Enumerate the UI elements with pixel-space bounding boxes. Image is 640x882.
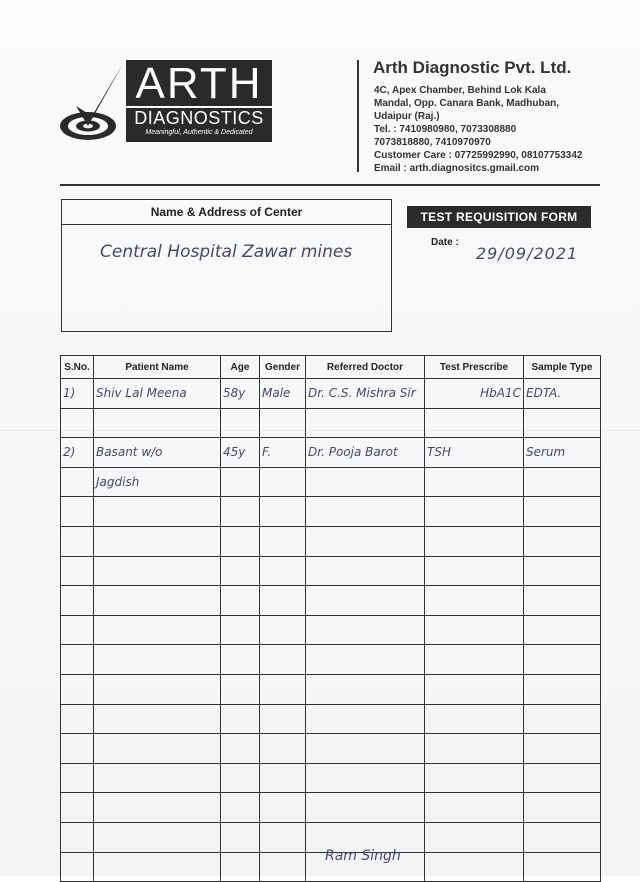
cell-sample-type[interactable] (524, 408, 601, 438)
center-heading: Name & Address of Center (62, 200, 391, 225)
cell-test-prescribe[interactable] (425, 852, 524, 882)
cell-referred-doctor[interactable] (306, 497, 425, 527)
table-row (61, 704, 601, 734)
table-row (61, 763, 601, 793)
table-row (61, 438, 601, 468)
logo-tagline: Meaningful, Authentic & Dedicated (145, 129, 253, 136)
col-header-age: Age (221, 356, 260, 379)
cell-gender[interactable] (260, 526, 306, 556)
header-rule (60, 184, 600, 186)
cell-test-prescribe[interactable] (425, 674, 524, 704)
cell-sample-type[interactable] (524, 645, 601, 675)
cell-sample-type[interactable] (524, 497, 601, 527)
cell-gender[interactable] (260, 763, 306, 793)
target-check-icon (58, 60, 126, 144)
cell-gender[interactable] (260, 734, 306, 764)
cell-patient-name[interactable] (94, 645, 221, 675)
cell-age[interactable] (221, 467, 260, 497)
cell-sample-type[interactable]: Serum (524, 438, 601, 468)
cell-patient-name[interactable] (94, 556, 221, 586)
cell-referred-doctor[interactable] (306, 793, 425, 823)
center-value[interactable]: Central Hospital Zawar mines (100, 242, 353, 262)
cell-patient-name[interactable] (94, 704, 221, 734)
cell-sample-type[interactable] (524, 674, 601, 704)
customer-care-line: Email : arth.diagnositcs.gmail.com (374, 163, 540, 174)
cell-sample-type[interactable] (524, 734, 601, 764)
cell-sno[interactable] (61, 674, 94, 704)
cell-sno[interactable] (61, 615, 94, 645)
phone-line: Customer Care : 07725992990, 08107753342 (374, 150, 583, 161)
cell-patient-name[interactable] (94, 763, 221, 793)
cell-gender[interactable]: F. (260, 438, 306, 468)
cell-sample-type[interactable] (524, 615, 601, 645)
cell-sample-type[interactable] (524, 822, 601, 852)
cell-age[interactable] (221, 734, 260, 764)
cell-sno[interactable] (61, 852, 94, 882)
cell-gender[interactable] (260, 645, 306, 675)
col-header-referred-doctor: Referred Doctor (306, 356, 425, 379)
cell-sample-type[interactable] (524, 852, 601, 882)
cell-referred-doctor[interactable] (306, 586, 425, 616)
cell-age[interactable] (221, 674, 260, 704)
address-line: Tel. : 7410980980, 7073308880 (374, 124, 517, 135)
cell-sno[interactable] (61, 408, 94, 438)
cell-patient-name[interactable] (94, 822, 221, 852)
brand-logo (126, 60, 272, 142)
cell-age[interactable] (221, 645, 260, 675)
cell-age[interactable] (221, 615, 260, 645)
cell-test-prescribe[interactable] (425, 526, 524, 556)
header-divider (357, 60, 359, 172)
cell-sno[interactable] (61, 586, 94, 616)
cell-referred-doctor[interactable] (306, 674, 425, 704)
cell-test-prescribe[interactable] (425, 763, 524, 793)
table-row (61, 467, 601, 497)
cell-gender[interactable] (260, 556, 306, 586)
address-line: Mandal, Opp. Canara Bank, Madhuban, (374, 98, 560, 109)
cell-referred-doctor[interactable] (306, 734, 425, 764)
cell-test-prescribe[interactable] (425, 822, 524, 852)
cell-gender[interactable] (260, 822, 306, 852)
table-row (61, 497, 601, 527)
cell-gender[interactable] (260, 615, 306, 645)
cell-sno[interactable]: 1) (61, 379, 94, 409)
cell-gender[interactable] (260, 586, 306, 616)
cell-age[interactable]: 58y (221, 379, 260, 409)
cell-sno[interactable] (61, 704, 94, 734)
cell-sno[interactable] (61, 497, 94, 527)
cell-age[interactable] (221, 586, 260, 616)
cell-test-prescribe[interactable] (425, 704, 524, 734)
cell-gender[interactable] (260, 467, 306, 497)
date-value[interactable]: 29/09/2021 (476, 244, 579, 263)
cell-patient-name[interactable] (94, 586, 221, 616)
center-box (61, 199, 392, 332)
table-row (61, 674, 601, 704)
table-row (61, 586, 601, 616)
cell-referred-doctor[interactable] (306, 763, 425, 793)
cell-patient-name[interactable]: Shiv Lal Meena (94, 379, 221, 409)
cell-patient-name[interactable] (94, 408, 221, 438)
cell-referred-doctor[interactable]: Dr. C.S. Mishra Sir (306, 379, 425, 409)
cell-gender[interactable] (260, 674, 306, 704)
cell-referred-doctor[interactable]: Dr. Pooja Barot (306, 438, 425, 468)
company-name: Arth Diagnostic Pvt. Ltd. (373, 58, 572, 77)
logo-subtitle: DIAGNOSTICS (126, 106, 272, 128)
cell-referred-doctor[interactable] (306, 467, 425, 497)
cell-sno[interactable] (61, 556, 94, 586)
cell-sample-type[interactable] (524, 586, 601, 616)
cell-referred-doctor[interactable] (306, 408, 425, 438)
cell-gender[interactable] (260, 852, 306, 882)
cell-gender[interactable] (260, 408, 306, 438)
cell-age[interactable]: 45y (221, 438, 260, 468)
cell-sno[interactable] (61, 822, 94, 852)
company-address (374, 84, 583, 175)
cell-gender[interactable]: Male (260, 379, 306, 409)
cell-sample-type[interactable] (524, 526, 601, 556)
cell-test-prescribe[interactable]: HbA1C (425, 379, 524, 409)
cell-referred-doctor[interactable] (306, 615, 425, 645)
cell-sample-type[interactable] (524, 763, 601, 793)
cell-gender[interactable] (260, 793, 306, 823)
cell-test-prescribe[interactable] (425, 586, 524, 616)
cell-referred-doctor[interactable] (306, 645, 425, 675)
cell-sno[interactable] (61, 793, 94, 823)
table-row (61, 408, 601, 438)
col-header-sample-type: Sample Type (524, 356, 601, 379)
form-title: TEST REQUISITION FORM (407, 206, 591, 228)
table-row (61, 615, 601, 645)
cell-sno[interactable] (61, 734, 94, 764)
phone-line: 7073818880, 7410970970 (374, 137, 491, 148)
cell-test-prescribe[interactable]: TSH (425, 438, 524, 468)
cell-age[interactable] (221, 497, 260, 527)
cell-age[interactable] (221, 763, 260, 793)
cell-test-prescribe[interactable] (425, 615, 524, 645)
col-header-test-prescribe: Test Prescribe (425, 356, 524, 379)
cell-sno[interactable]: 2) (61, 438, 94, 468)
address-line: 4C, Apex Chamber, Behind Lok Kala (374, 85, 546, 96)
cell-referred-doctor[interactable] (306, 704, 425, 734)
cell-patient-name[interactable] (94, 793, 221, 823)
cell-patient-name[interactable] (94, 615, 221, 645)
cell-age[interactable] (221, 822, 260, 852)
cell-patient-name[interactable] (94, 526, 221, 556)
table-row (61, 526, 601, 556)
cell-patient-name[interactable] (94, 734, 221, 764)
cell-referred-doctor[interactable] (306, 556, 425, 586)
cell-gender[interactable] (260, 497, 306, 527)
cell-sample-type[interactable] (524, 793, 601, 823)
cell-sample-type[interactable] (524, 704, 601, 734)
cell-sample-type[interactable]: EDTA. (524, 379, 601, 409)
table-row (61, 379, 601, 409)
cell-sno[interactable] (61, 763, 94, 793)
handwritten-signature: Ram Singh (325, 848, 401, 864)
table-row (61, 734, 601, 764)
cell-patient-name[interactable]: Jagdish (94, 467, 221, 497)
cell-age[interactable] (221, 704, 260, 734)
cell-age[interactable] (221, 793, 260, 823)
cell-referred-doctor[interactable] (306, 526, 425, 556)
cell-sno[interactable] (61, 467, 94, 497)
cell-test-prescribe[interactable] (425, 793, 524, 823)
cell-sno[interactable] (61, 645, 94, 675)
col-header-gender: Gender (260, 356, 306, 379)
cell-patient-name[interactable] (94, 674, 221, 704)
table-header-row (61, 356, 601, 379)
cell-patient-name[interactable] (94, 497, 221, 527)
cell-age[interactable] (221, 556, 260, 586)
logo-wordmark: ARTH (135, 59, 263, 108)
cell-test-prescribe[interactable] (425, 497, 524, 527)
date-label: Date : (431, 237, 459, 248)
cell-age[interactable] (221, 526, 260, 556)
cell-sample-type[interactable] (524, 556, 601, 586)
cell-test-prescribe[interactable] (425, 408, 524, 438)
cell-test-prescribe[interactable] (425, 734, 524, 764)
col-header-sno: S.No. (61, 356, 94, 379)
cell-sno[interactable] (61, 526, 94, 556)
cell-patient-name[interactable] (94, 852, 221, 882)
cell-sample-type[interactable] (524, 467, 601, 497)
cell-test-prescribe[interactable] (425, 645, 524, 675)
cell-gender[interactable] (260, 704, 306, 734)
cell-test-prescribe[interactable] (425, 467, 524, 497)
table-row (61, 645, 601, 675)
table-row (61, 556, 601, 586)
cell-age[interactable] (221, 408, 260, 438)
patient-table (60, 355, 601, 882)
cell-age[interactable] (221, 852, 260, 882)
cell-test-prescribe[interactable] (425, 556, 524, 586)
address-line: Udaipur (Raj.) (374, 111, 440, 122)
table-row (61, 793, 601, 823)
col-header-patient-name: Patient Name (94, 356, 221, 379)
cell-patient-name[interactable]: Basant w/o (94, 438, 221, 468)
